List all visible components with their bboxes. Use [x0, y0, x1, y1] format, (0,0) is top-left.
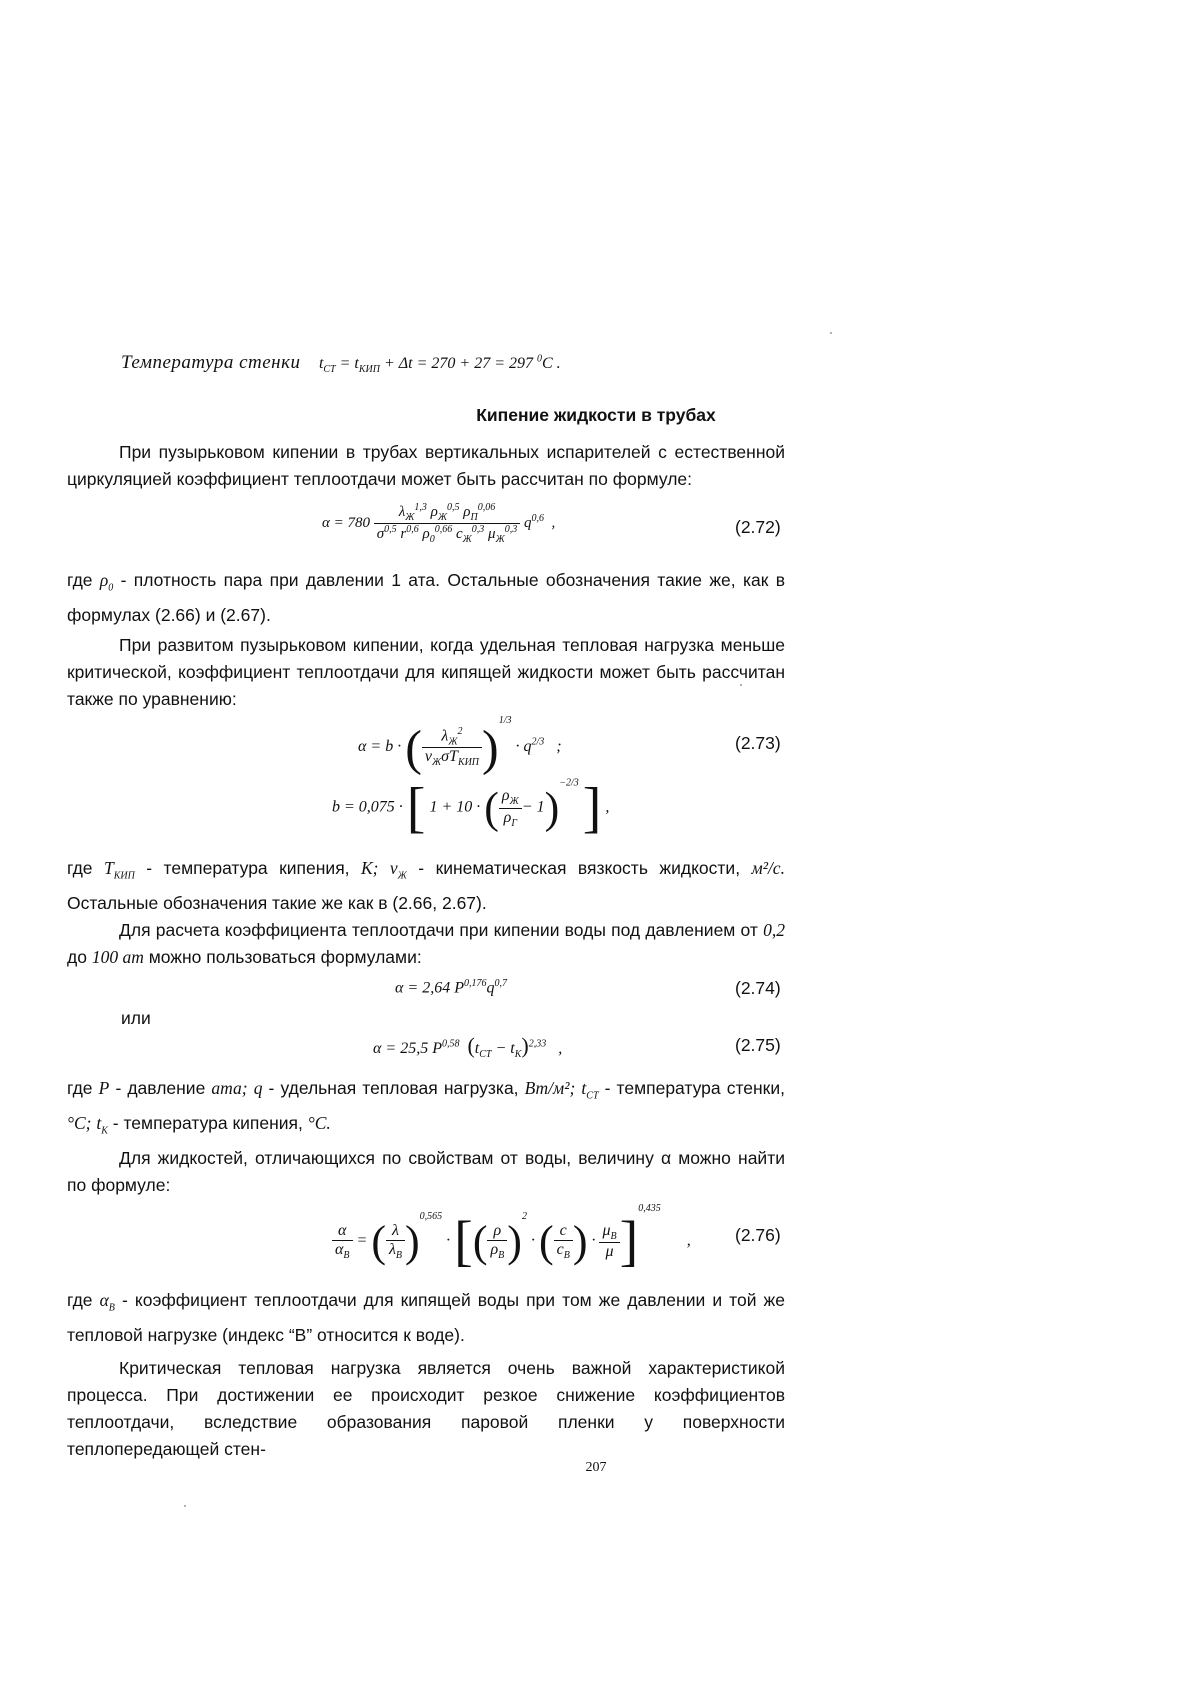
paragraph-7: Для жидкостей, отличающихся по свойствам от воды, величину α можно найти по формуле: — [67, 1148, 785, 1195]
p6-heat-load: - удельная тепловая нагрузка, — [268, 1078, 519, 1098]
p4-viscosity: - кинематическая вязкость жидкости, — [418, 858, 741, 878]
paragraph-4 — [67, 855, 785, 917]
equation-number-2-74: (2.74) — [735, 978, 781, 998]
p8-where: где — [67, 1290, 93, 1310]
alpha-b-symbol: $\alpha_B$ — [99, 1290, 115, 1314]
page-number: 207 — [585, 1460, 607, 1475]
paragraph-9: Критическая тепловая нагрузка является очень важной характеристикой процесса. При достижении ее происходит резкое снижение коэффициентов теплоотдачи, вследствие образования паровой пленки у поверхности теплопередающей стен- — [67, 1358, 785, 1459]
p8-text: - коэффициент теплоотдачи для кипящей воды при том же давлении и той же тепловой нагрузке (индекс “B” относится к воде). — [67, 1290, 785, 1345]
scan-speck — [740, 684, 742, 686]
p2-text: - плотность пара при давлении 1 ата. Остальные обозначения такие же, как в формулах (2.66) и (2.67). — [67, 570, 785, 625]
or-word: или — [121, 1008, 151, 1028]
p4-where: где — [67, 858, 93, 878]
unit-ata: ата; — [211, 1078, 248, 1098]
p5-pressure-low: 0,2 — [763, 920, 785, 940]
equation-number-2-76: (2.76) — [735, 1225, 781, 1245]
wall-temperature-line — [121, 352, 681, 382]
equation-number-2-73: (2.73) — [735, 733, 781, 753]
equation-b: b = 0,075 · [ 1 + 10 · ( $\frac{\rho_Ж}{\rho_Г}$ − 1)$^{-2/3}$ ] , — [332, 777, 610, 839]
unit-celsius-1: °С; — [67, 1112, 92, 1133]
equation-number-2-75: (2.75) — [735, 1035, 781, 1055]
paragraph-5 — [67, 917, 785, 971]
paragraph-8 — [67, 1287, 785, 1349]
p6-where: где — [67, 1078, 93, 1098]
paragraph-1: При пузырьковом кипении в трубах вертикальных испарителей с естественной циркуляцией коэффициент теплоотдачи может быть рассчитан по формуле: — [67, 442, 785, 489]
p2-where: где — [67, 570, 93, 590]
equation-2-74: α = 2,64 $P^{0,176}q^{0,7}$ — [395, 978, 507, 997]
equation-2-73: α = b · ( $\frac{\lambda_Ж^2}{\nu_Ж\sigma T_{КИП}}$ )$^{1/3} \cdot q^{2/3}$ ; — [358, 715, 562, 776]
equation-number-2-72: (2.72) — [735, 517, 781, 537]
paragraph-3: При развитом пузырьковом кипении, когда удельная тепловая нагрузка меньше критической, коэффициент теплоотдачи для кипящей жидкости может быть рассчитан также по уравнению: — [67, 635, 785, 709]
paragraph-2 — [67, 567, 785, 629]
p5-pressure-high: 100 ат — [91, 947, 144, 967]
p5-to: до — [67, 947, 87, 967]
p6-pressure: - давление — [115, 1078, 206, 1098]
equation-2-72: α = 780 $\frac{\lambda_Ж^{1,3} \rho_Ж^{0,5} \rho_П^{0,06}}{\sigma^{0,5} r^{0,6} \rho_0^{0,66} c_Ж^{0,3} \mu_Ж^{0,3}}$ $q^{0,6}$ , — [322, 502, 556, 545]
t-boil-symbol: $T_{КИП}$ — [104, 858, 135, 882]
equation-2-76: $\frac{\alpha}{\alpha_B}$ = ( $\frac{\lambda}{\lambda_B}$ )$^{0,565}$ · [( $\frac{\rho}{\rho_B}$ )$^2$ · ( $\frac{c}{c_B}$ ) · $\frac{\mu_B}{\mu}$ ]$^{0,435}$ , — [332, 1203, 691, 1273]
rho-zero-symbol: $\rho_0$ — [99, 570, 114, 594]
unit-m2s: м²/с. — [751, 858, 785, 878]
scan-speck — [184, 1505, 186, 1507]
scan-speck — [830, 332, 832, 334]
p5-text-e: можно пользоваться формулами: — [148, 947, 422, 967]
wall-temperature-label: Температура стенки — [121, 352, 301, 373]
unit-kelvin: К; — [360, 858, 379, 878]
paragraph-6: где P - давление ата; q - удельная тепловая нагрузка, Вт/м²; $t_{CT}$ - температура стенки, °С; $t_K$ - температура кипения, °С. — [67, 1078, 785, 1136]
unit-celsius-2: °С. — [307, 1112, 331, 1133]
nu-symbol: $\nu_Ж$ — [389, 858, 407, 882]
equation-2-75: α = 25,5 P$^{0,58}$ $(t_{CT} - t_K)^{2,33}$ , — [373, 1033, 563, 1061]
wall-temperature-formula: $t_{CT} = t_{КИП} + \Delta t = 270 + 27 = 297$ $^0$C . — [318, 353, 561, 376]
unit-wm2: Вт/м²; — [524, 1078, 576, 1098]
p4-boiling-temp: - температура кипения, — [146, 858, 350, 878]
section-heading: Кипение жидкости в трубах — [476, 405, 716, 425]
p6-boil-temp: - температура кипения, — [112, 1112, 303, 1133]
p4-rest: Остальные обозначения такие же как в (2.66, 2.67). — [67, 892, 487, 913]
p5-text-a: Для расчета коэффициента теплоотдачи при кипении воды под давлением от — [119, 920, 758, 940]
p6-wall-temp: - температура стенки, — [604, 1078, 785, 1098]
